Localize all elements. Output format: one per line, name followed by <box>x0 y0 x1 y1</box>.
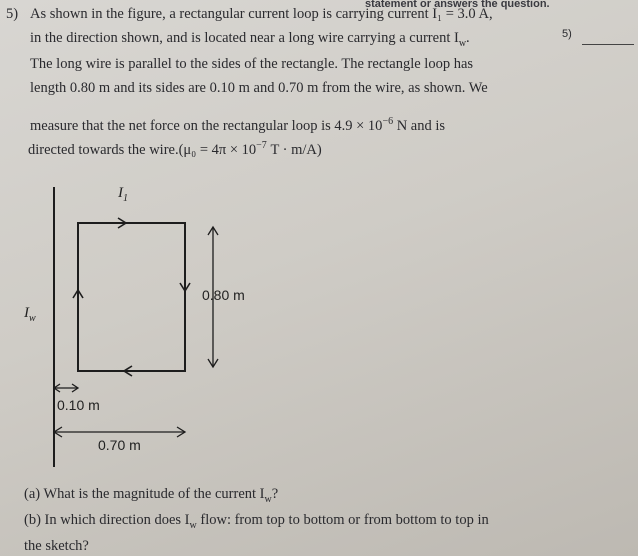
circuit-diagram <box>0 175 300 475</box>
part-b-line-2: the sketch? <box>24 538 89 554</box>
question-line-2: in the direction shown, and is located near a long wire carrying a current $I_w$. <box>30 30 470 49</box>
near-side-label: 0.10 m <box>57 397 100 413</box>
wire-current-label: $I_w$ <box>24 305 36 324</box>
answer-mark: 5) <box>562 28 572 40</box>
question-number: 5) <box>6 6 19 22</box>
part-a: (a) What is the magnitude of the current $I_w$? <box>24 486 279 505</box>
loop-current-label: $I_1$ <box>118 185 128 204</box>
current-loop <box>78 223 185 371</box>
question-line-1: As shown in the figure, a rectangular current loop is carrying current I₁ = 3.0 A, <box>30 6 493 22</box>
question-line-4: length 0.80 m and its sides are 0.10 m and 0.70 m from the wire, as shown. We <box>30 80 488 96</box>
question-line-5: measure that the net force on the rectangular loop is $4.9 \times 10^{-6}$ N and is <box>30 116 446 134</box>
part-b: (b) In which direction does $I_w$ flow: from top to bottom or from bottom to top in <box>24 512 489 531</box>
question-line-6: directed towards the wire.(μ₀ = $4\pi \times 10^{-7}$ T · m/A) <box>28 140 322 158</box>
answer-blank[interactable] <box>582 44 634 45</box>
far-side-label: 0.70 m <box>98 437 141 453</box>
question-line-3: The long wire is parallel to the sides of the rectangle. The rectangle loop has <box>30 56 474 72</box>
figure <box>0 175 300 480</box>
length-label: 0.80 m <box>202 287 245 303</box>
header-banner: statement or answers the question. <box>365 0 550 10</box>
